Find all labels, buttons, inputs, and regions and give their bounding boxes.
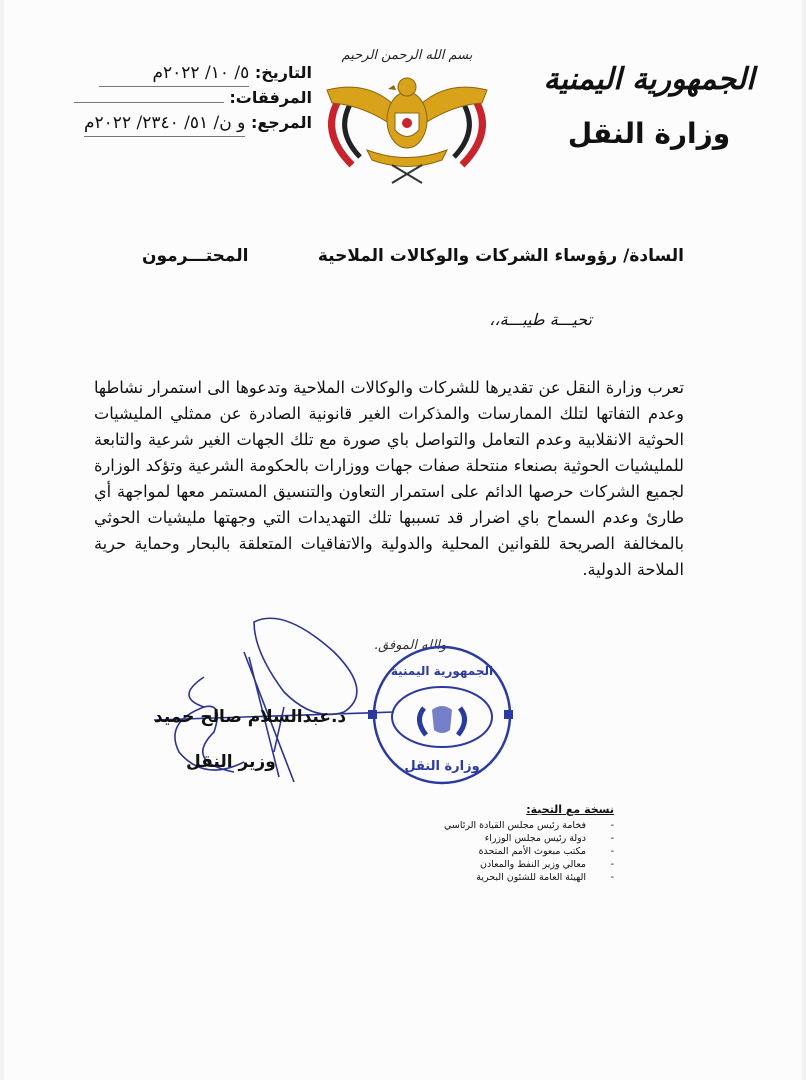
republic-title: الجمهورية اليمنية [543, 62, 755, 97]
official-stamp [354, 640, 524, 790]
closing-phrase: والله الموفق. [374, 638, 447, 653]
addressee: السادة/ رؤوساء الشركات والوكالات الملاحية [317, 246, 684, 266]
bullet: - [610, 846, 614, 857]
copy-recipient [424, 858, 614, 871]
date-label: التاريخ: [254, 63, 312, 82]
attachments-label: المرفقات: [229, 88, 312, 107]
copy-recipient [424, 845, 614, 858]
copy-recipient-text: مكتب مبعوث الأمم المتحدة [478, 846, 586, 857]
body-paragraph: تعرب وزارة النقل عن تقديرها للشركات والوكالات الملاحية وتدعوها الى استمرار نشاطها وعدم التفاتها لتلك الممارسات والمذكرات الغير قانونية الصادرة عن ممثلي المليشيات الحوثية الانقلابية وعدم التعامل والتواصل باي صورة مع تلك الجهات الغير شرعية والتابعة للمليشيات الحوثية بصنعاء منتحلة صفات جهات ووزارات بالحكومة الشرعية وتؤكد الوزارة لجميع الشركات حرصها الدائم على استمرار التعاون والتنسيق المستمر معها لمواجهة أي طارئ وعدم السماح باي اضرار قد تسببها تلك التهديدات التي وجهتها مليشيات الحوثي بالمخالفة الصريحة للقوانين المحلية والدولية والاتفاقيات المتعلقة بالبحار وحماية حرية الملاحة الدولية. [94, 378, 684, 579]
copy-recipient-text: الهيئة العامة للشئون البحرية [476, 872, 586, 883]
stamp-bottom-text: وزارة النقل [404, 759, 480, 774]
attachments-value [74, 102, 224, 103]
bullet: - [610, 859, 614, 870]
copy-recipient [424, 871, 614, 884]
bullet: - [610, 872, 614, 883]
eagle-emblem-icon [312, 35, 502, 185]
reference-label: المرجع: [250, 113, 312, 132]
copies-title: نسخة مع التحية: [526, 803, 614, 816]
copy-recipient [424, 819, 614, 832]
signatory-name: د.عبدالسلام صالح حميد [154, 707, 347, 727]
ministry-stamp-icon [354, 640, 524, 790]
letter-body [94, 375, 684, 583]
copy-recipient-text: دولة رئيس مجلس الوزراء [484, 833, 586, 844]
bullet: - [610, 833, 614, 844]
addressee-honorific: المحتـــرمون [142, 246, 249, 266]
reference-row [62, 110, 312, 135]
letter-page [4, 0, 802, 1080]
greeting: تحيـــة طيبـــة،، [489, 310, 592, 329]
date-value: ٥/ ١٠/ ٢٠٢٢م [99, 61, 249, 87]
copy-recipient-text: معالي وزير النفط والمعادن [479, 859, 586, 870]
copy-recipient-text: فخامة رئيس مجلس القيادة الرئاسي [443, 820, 586, 831]
letter-meta [62, 60, 312, 135]
copy-recipient [424, 832, 614, 845]
stamp-top-text: الجمهورية اليمنية [390, 664, 494, 678]
bullet: - [610, 820, 614, 831]
signatory-title: وزير النقل [186, 752, 276, 772]
yemen-emblem [312, 35, 502, 185]
reference-value: و ن/ ٥١/ ٢٣٤٠/ ٢٠٢٢م [84, 111, 245, 137]
ministry-title: وزارة النقل [567, 117, 731, 150]
attachments-row [62, 85, 312, 110]
date-row [62, 60, 312, 85]
letterhead [524, 60, 774, 154]
basmala: بسم الله الرحمن الرحيم [341, 48, 473, 63]
copies-list [424, 803, 614, 884]
